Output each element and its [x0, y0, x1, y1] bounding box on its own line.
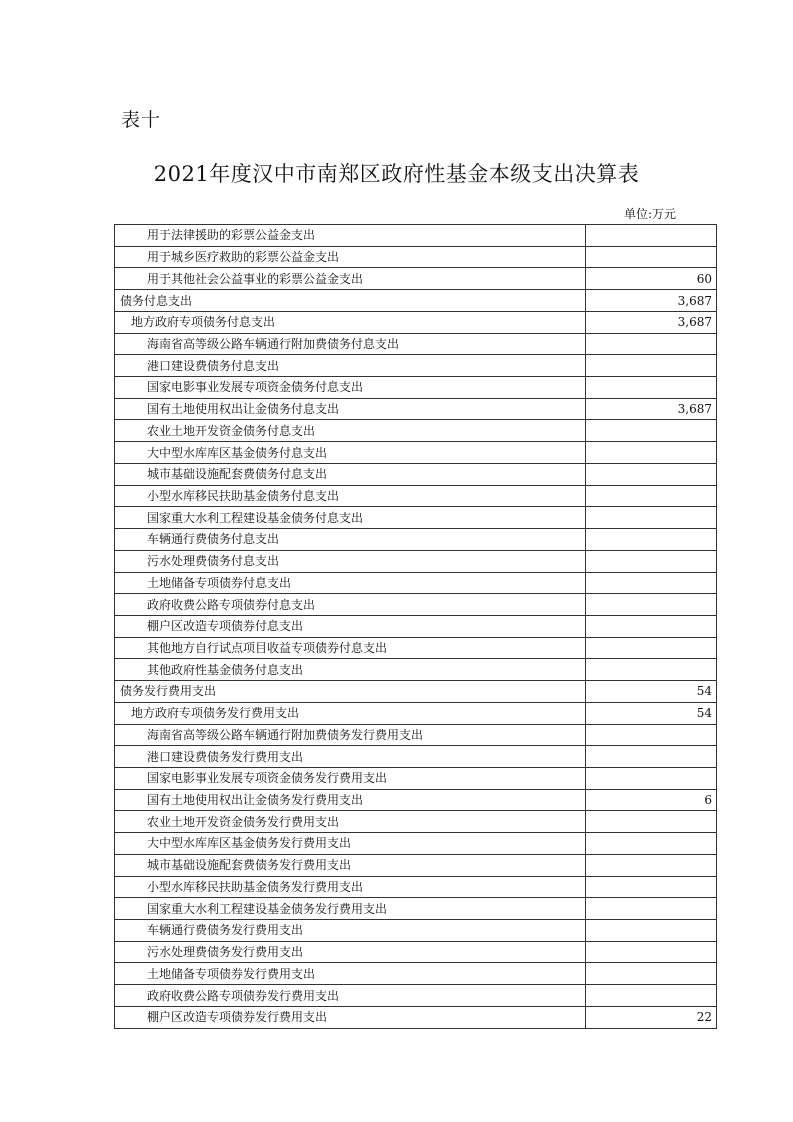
item-name-cell: 国有土地使用权出让金债务付息支出 [115, 398, 586, 420]
item-name-cell: 大中型水库库区基金债务发行费用支出 [115, 833, 586, 855]
item-name-cell: 棚户区改造专项债券付息支出 [115, 615, 586, 637]
item-name-cell: 小型水库移民扶助基金债务付息支出 [115, 485, 586, 507]
amount-cell: 3,687 [586, 311, 717, 333]
item-name-cell: 国家重大水利工程建设基金债务发行费用支出 [115, 898, 586, 920]
amount-cell [586, 529, 717, 551]
item-name-cell: 国家重大水利工程建设基金债务付息支出 [115, 507, 586, 529]
table-row [115, 355, 717, 377]
amount-cell [586, 550, 717, 572]
item-name-cell: 政府收费公路专项债券付息支出 [115, 594, 586, 616]
amount-cell [586, 985, 717, 1007]
table-row [115, 594, 717, 616]
amount-cell [586, 485, 717, 507]
item-name-cell: 地方政府专项债务付息支出 [115, 311, 586, 333]
table-row [115, 246, 717, 268]
amount-cell [586, 420, 717, 442]
amount-cell: 22 [586, 1006, 717, 1028]
item-name-cell: 农业土地开发资金债务发行费用支出 [115, 811, 586, 833]
item-name-cell: 用于法律援助的彩票公益金支出 [115, 225, 586, 247]
amount-cell [586, 594, 717, 616]
item-name-cell: 农业土地开发资金债务付息支出 [115, 420, 586, 442]
unit-label: 单位:万元 [623, 207, 676, 221]
item-name-cell: 港口建设费债务付息支出 [115, 355, 586, 377]
amount-cell [586, 246, 717, 268]
table-row [115, 442, 717, 464]
table-row [115, 876, 717, 898]
amount-cell [586, 811, 717, 833]
amount-cell [586, 746, 717, 768]
item-name-cell: 国家电影事业发展专项资金债务发行费用支出 [115, 767, 586, 789]
item-name-cell: 海南省高等级公路车辆通行附加费债务付息支出 [115, 333, 586, 355]
amount-cell [586, 442, 717, 464]
table-row [115, 854, 717, 876]
item-name-cell: 港口建设费债务发行费用支出 [115, 746, 586, 768]
amount-cell [586, 355, 717, 377]
item-name-cell: 棚户区改造专项债券发行费用支出 [115, 1006, 586, 1028]
item-name-cell: 城市基础设施配套费债务发行费用支出 [115, 854, 586, 876]
table-row [115, 290, 717, 312]
amount-cell [586, 659, 717, 681]
amount-cell [586, 572, 717, 594]
amount-cell: 6 [586, 789, 717, 811]
amount-cell [586, 463, 717, 485]
item-name-cell: 小型水库移民扶助基金债务发行费用支出 [115, 876, 586, 898]
table-row [115, 681, 717, 703]
amount-cell [586, 724, 717, 746]
amount-cell [586, 963, 717, 985]
item-name-cell: 政府收费公路专项债券发行费用支出 [115, 985, 586, 1007]
item-name-cell: 债务付息支出 [115, 290, 586, 312]
table-row [115, 833, 717, 855]
table-body [115, 225, 717, 1029]
table-row [115, 637, 717, 659]
amount-cell [586, 333, 717, 355]
amount-cell [586, 876, 717, 898]
amount-cell [586, 941, 717, 963]
amount-cell [586, 615, 717, 637]
expenditure-table [114, 224, 717, 1029]
table-row [115, 507, 717, 529]
table-row [115, 615, 717, 637]
table-row [115, 398, 717, 420]
table-row [115, 420, 717, 442]
table-row [115, 985, 717, 1007]
item-name-cell: 城市基础设施配套费债务付息支出 [115, 463, 586, 485]
table-row [115, 485, 717, 507]
amount-cell: 54 [586, 681, 717, 703]
item-name-cell: 车辆通行费债务付息支出 [115, 529, 586, 551]
table-row [115, 811, 717, 833]
table-row [115, 898, 717, 920]
item-name-cell: 污水处理费债务付息支出 [115, 550, 586, 572]
table-row [115, 529, 717, 551]
table-row [115, 767, 717, 789]
item-name-cell: 用于其他社会公益事业的彩票公益金支出 [115, 268, 586, 290]
item-name-cell: 土地储备专项债券付息支出 [115, 572, 586, 594]
amount-cell [586, 854, 717, 876]
amount-cell [586, 920, 717, 942]
table-row [115, 702, 717, 724]
table-row [115, 920, 717, 942]
item-name-cell: 污水处理费债务发行费用支出 [115, 941, 586, 963]
amount-cell [586, 767, 717, 789]
amount-cell [586, 898, 717, 920]
page-title: 2021年度汉中市南郑区政府性基金本级支出决算表 [153, 162, 640, 186]
item-name-cell: 地方政府专项债务发行费用支出 [115, 702, 586, 724]
amount-cell: 54 [586, 702, 717, 724]
amount-cell: 3,687 [586, 398, 717, 420]
item-name-cell: 国有土地使用权出让金债务发行费用支出 [115, 789, 586, 811]
item-name-cell: 债务发行费用支出 [115, 681, 586, 703]
table-row [115, 963, 717, 985]
item-name-cell: 大中型水库库区基金债务付息支出 [115, 442, 586, 464]
table-row [115, 659, 717, 681]
item-name-cell: 其他政府性基金债务付息支出 [115, 659, 586, 681]
table-label: 表十 [121, 109, 162, 131]
item-name-cell: 其他地方自行试点项目收益专项债券付息支出 [115, 637, 586, 659]
amount-cell [586, 833, 717, 855]
amount-cell [586, 637, 717, 659]
amount-cell [586, 377, 717, 399]
table-row [115, 268, 717, 290]
table-row [115, 724, 717, 746]
amount-cell [586, 225, 717, 247]
table-row [115, 463, 717, 485]
item-name-cell: 用于城乡医疗救助的彩票公益金支出 [115, 246, 586, 268]
item-name-cell: 车辆通行费债务发行费用支出 [115, 920, 586, 942]
table-row [115, 746, 717, 768]
item-name-cell: 土地储备专项债券发行费用支出 [115, 963, 586, 985]
item-name-cell: 海南省高等级公路车辆通行附加费债务发行费用支出 [115, 724, 586, 746]
amount-cell: 60 [586, 268, 717, 290]
item-name-cell: 国家电影事业发展专项资金债务付息支出 [115, 377, 586, 399]
amount-cell [586, 507, 717, 529]
table-row [115, 789, 717, 811]
amount-cell: 3,687 [586, 290, 717, 312]
table-row [115, 941, 717, 963]
table-row [115, 225, 717, 247]
table-row [115, 550, 717, 572]
table-row [115, 1006, 717, 1028]
table-row [115, 311, 717, 333]
table-row [115, 572, 717, 594]
table-row [115, 377, 717, 399]
table-row [115, 333, 717, 355]
